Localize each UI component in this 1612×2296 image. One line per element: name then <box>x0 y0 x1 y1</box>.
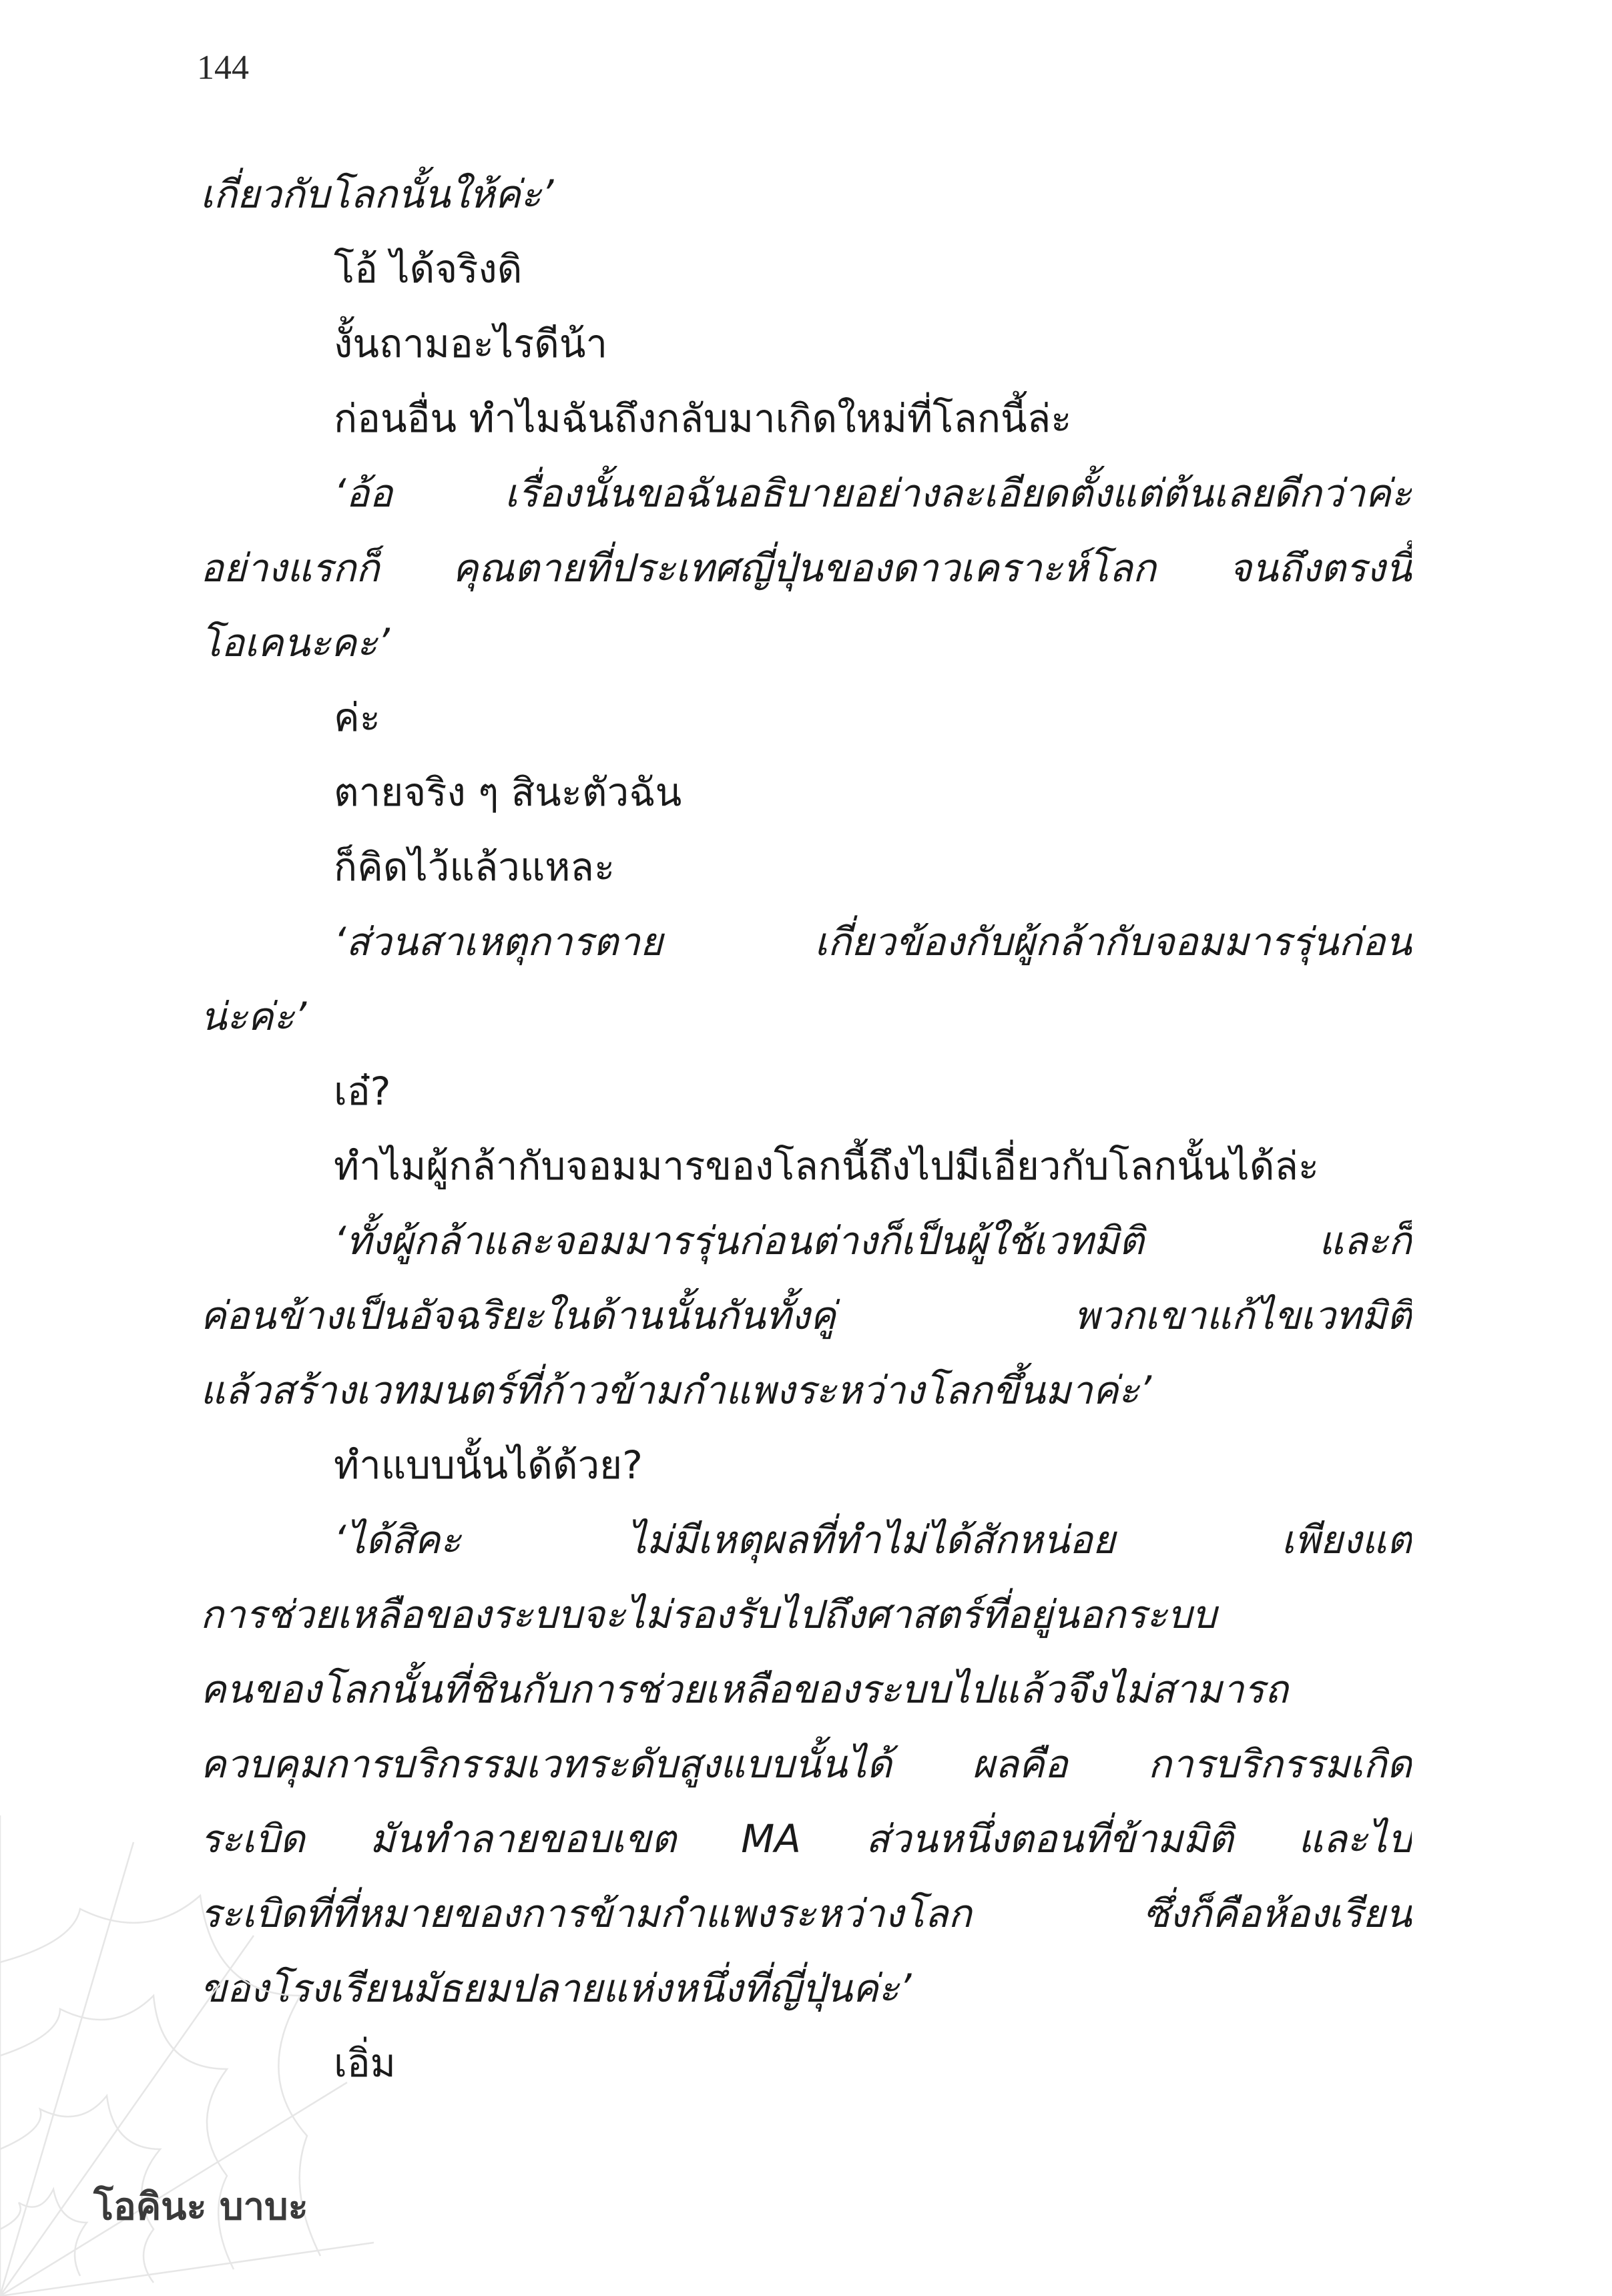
text-line: ทำไมผู้กล้ากับจอมมารของโลกนี้ถึงไปมีเอี่ยวกับโลกนั้นได้ล่ะ <box>334 1143 1320 1189</box>
text-line: ระเบิด มันทำลายขอบเขต MA ส่วนหนึ่งตอนที่ข้ามมิติ และไป <box>200 1816 1412 1861</box>
text-line: ค่ะ <box>334 695 380 740</box>
text-line: โอเคนะคะ’ <box>200 620 390 665</box>
text-line: เกี่ยวกับโลกนั้นให้ค่ะ’ <box>200 172 554 217</box>
text-line: ควบคุมการบริกรรมเวทระดับสูงแบบนั้นได้ ผลคือ การบริกรรมเกิด <box>200 1741 1412 1787</box>
text-line: เอิ่ม <box>334 2040 396 2086</box>
text-line: เอ๋? <box>334 1069 391 1114</box>
text-line: ตายจริง ๆ สินะตัวฉัน <box>334 770 682 815</box>
text-line: แล้วสร้างเวทมนตร์ที่ก้าวข้ามกำแพงระหว่างโลกขึ้นมาค่ะ’ <box>200 1368 1152 1413</box>
text-line: ก็คิดไว้แล้วแหละ <box>334 844 615 890</box>
text-line: คนของโลกนั้นที่ชินกับการช่วยเหลือของระบบไปแล้วจึงไม่สามารถ <box>200 1667 1288 1712</box>
text-line: ‘อ้อ เรื่องนั้นขอฉันอธิบายอย่างละเอียดตั้งแต่ต้นเลยดีกว่าค่ะ <box>334 471 1412 516</box>
text-line: อย่างแรกก็ คุณตายที่ประเทศญี่ปุ่นของดาวเคราะห์โลก จนถึงตรงนี้ <box>200 545 1412 591</box>
text-line: โอ้ ได้จริงดิ <box>334 246 523 292</box>
text-line: ค่อนข้างเป็นอัจฉริยะในด้านนั้นกันทั้งคู่ พวกเขาแก้ไขเวทมิติ <box>200 1293 1412 1338</box>
text-line: ‘ได้สิคะ ไม่มีเหตุผลที่ทำไม่ได้สักหน่อย เพียงแต่ <box>334 1517 1412 1562</box>
text-line: ของโรงเรียนมัธยมปลายแห่งหนึ่งที่ญี่ปุ่นค่ะ’ <box>200 1966 912 2011</box>
text-line: ระเบิดที่ที่หมายของการข้ามกำแพงระหว่างโลก ซึ่งก็คือห้องเรียน <box>200 1891 1412 1936</box>
body-text <box>200 157 1412 2100</box>
text-line: การช่วยเหลือของระบบจะไม่รองรับไปถึงศาสตร์ที่อยู่นอกระบบ <box>200 1592 1217 1637</box>
footer-author: โอคินะ บาบะ <box>93 2185 308 2229</box>
page-number: 144 <box>197 49 249 87</box>
text-line: ‘ทั้งผู้กล้าและจอมมารรุ่นก่อนต่างก็เป็นผู้ใช้เวทมิติ และก็ <box>334 1218 1412 1263</box>
text-line: ทำแบบนั้นได้ด้วย? <box>334 1442 643 1488</box>
text-line: งั้นถามอะไรดีน้า <box>334 321 608 366</box>
text-line: ก่อนอื่น ทำไมฉันถึงกลับมาเกิดใหม่ที่โลกนี้ล่ะ <box>334 396 1072 441</box>
text-line: น่ะค่ะ’ <box>200 994 307 1039</box>
text-line: ‘ส่วนสาเหตุการตาย เกี่ยวข้องกับผู้กล้ากับจอมมารรุ่นก่อน <box>334 919 1412 964</box>
